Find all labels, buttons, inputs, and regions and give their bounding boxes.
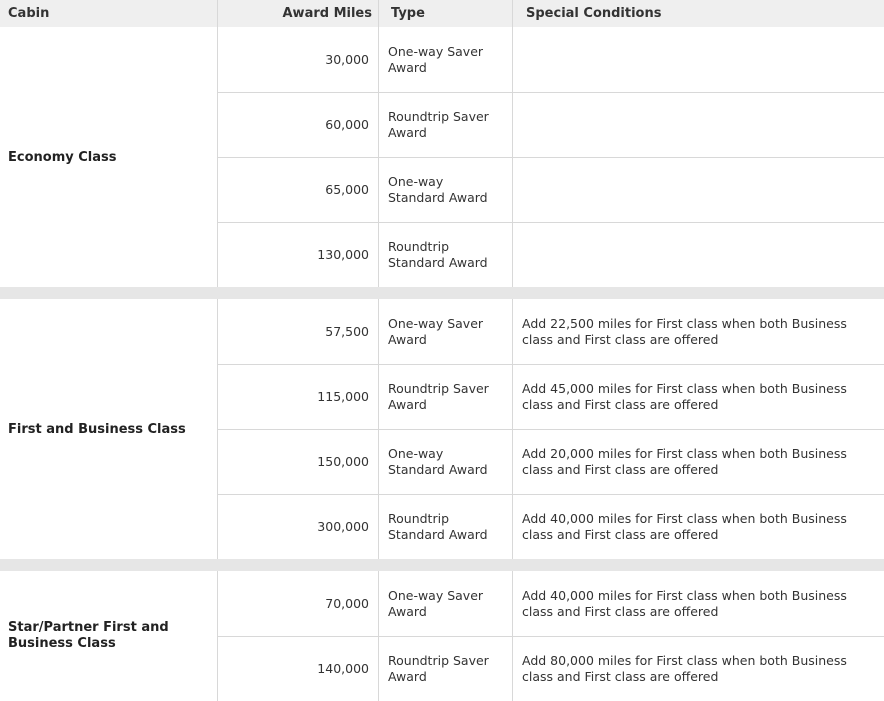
special-conditions	[522, 381, 882, 413]
award-type-line1: One-way	[388, 446, 444, 461]
award-type-line1: Roundtrip Saver	[388, 381, 489, 396]
cabin-first-business	[8, 422, 208, 438]
special-conditions-line2: class and First class are offered	[522, 462, 719, 477]
special-conditions	[522, 511, 882, 543]
special-conditions-line1: Add 40,000 miles for First class when both Business	[522, 511, 847, 526]
award-type	[388, 44, 508, 76]
cabin-label-line1: First and Business Class	[8, 422, 186, 437]
special-conditions-line1: Add 22,500 miles for First class when both Business	[522, 316, 847, 331]
header-special-conditions: Special Conditions	[526, 6, 662, 21]
award-type	[388, 381, 508, 413]
award-type-line2: Award	[388, 397, 427, 412]
award-miles: 65,000	[325, 182, 369, 197]
special-conditions-line1: Add 80,000 miles for First class when both Business	[522, 653, 847, 668]
award-type	[388, 653, 508, 685]
award-miles: 60,000	[325, 117, 369, 132]
header-cabin: Cabin	[8, 6, 50, 21]
award-type-line2: Standard Award	[388, 462, 488, 477]
award-miles: 300,000	[317, 519, 369, 534]
award-type-line2: Standard Award	[388, 255, 488, 270]
cabin-star-partner	[8, 620, 208, 652]
cabin-economy	[8, 150, 208, 166]
award-type	[388, 446, 508, 478]
award-type-line1: One-way Saver	[388, 44, 484, 59]
award-miles: 150,000	[317, 454, 369, 469]
award-miles: 70,000	[325, 596, 369, 611]
cabin-label-line1: Economy Class	[8, 150, 117, 165]
award-miles: 115,000	[317, 389, 369, 404]
special-conditions-line2: class and First class are offered	[522, 604, 719, 619]
group-separator	[0, 287, 884, 299]
header-type: Type	[391, 6, 425, 21]
special-conditions-line1: Add 20,000 miles for First class when both Business	[522, 446, 847, 461]
award-miles: 30,000	[325, 52, 369, 67]
special-conditions-line1: Add 45,000 miles for First class when both Business	[522, 381, 847, 396]
award-type-line2: Award	[388, 669, 427, 684]
cabin-label-line1: Star/Partner First and	[8, 620, 169, 635]
award-type-line2: Award	[388, 60, 427, 75]
special-conditions	[522, 653, 882, 685]
award-type-line2: Award	[388, 604, 427, 619]
special-conditions-line2: class and First class are offered	[522, 397, 719, 412]
award-type-line1: Roundtrip Saver	[388, 653, 489, 668]
special-conditions-line2: class and First class are offered	[522, 527, 719, 542]
award-type	[388, 588, 508, 620]
award-type-line2: Award	[388, 125, 427, 140]
award-type	[388, 174, 508, 206]
special-conditions-line2: class and First class are offered	[522, 332, 719, 347]
award-type	[388, 511, 508, 543]
award-miles: 130,000	[317, 247, 369, 262]
cabin-label-line2: Business Class	[8, 636, 116, 651]
special-conditions	[522, 588, 882, 620]
award-type	[388, 109, 508, 141]
award-type-line2: Standard Award	[388, 190, 488, 205]
award-type-line2: Standard Award	[388, 527, 488, 542]
award-type	[388, 316, 508, 348]
award-type-line2: Award	[388, 332, 427, 347]
award-miles: 57,500	[325, 324, 369, 339]
award-type-line1: One-way Saver	[388, 588, 484, 603]
award-type-line1: Roundtrip	[388, 239, 449, 254]
table-header	[0, 0, 884, 27]
special-conditions	[522, 316, 882, 348]
award-type-line1: Roundtrip Saver	[388, 109, 489, 124]
special-conditions-line1: Add 40,000 miles for First class when both Business	[522, 588, 847, 603]
special-conditions	[522, 446, 882, 478]
special-conditions-line2: class and First class are offered	[522, 669, 719, 684]
header-award-miles: Award Miles	[282, 6, 372, 21]
award-type-line1: One-way	[388, 174, 444, 189]
award-type-line1: Roundtrip	[388, 511, 449, 526]
group-separator	[0, 559, 884, 571]
award-type-line1: One-way Saver	[388, 316, 484, 331]
award-type	[388, 239, 508, 271]
award-miles: 140,000	[317, 661, 369, 676]
